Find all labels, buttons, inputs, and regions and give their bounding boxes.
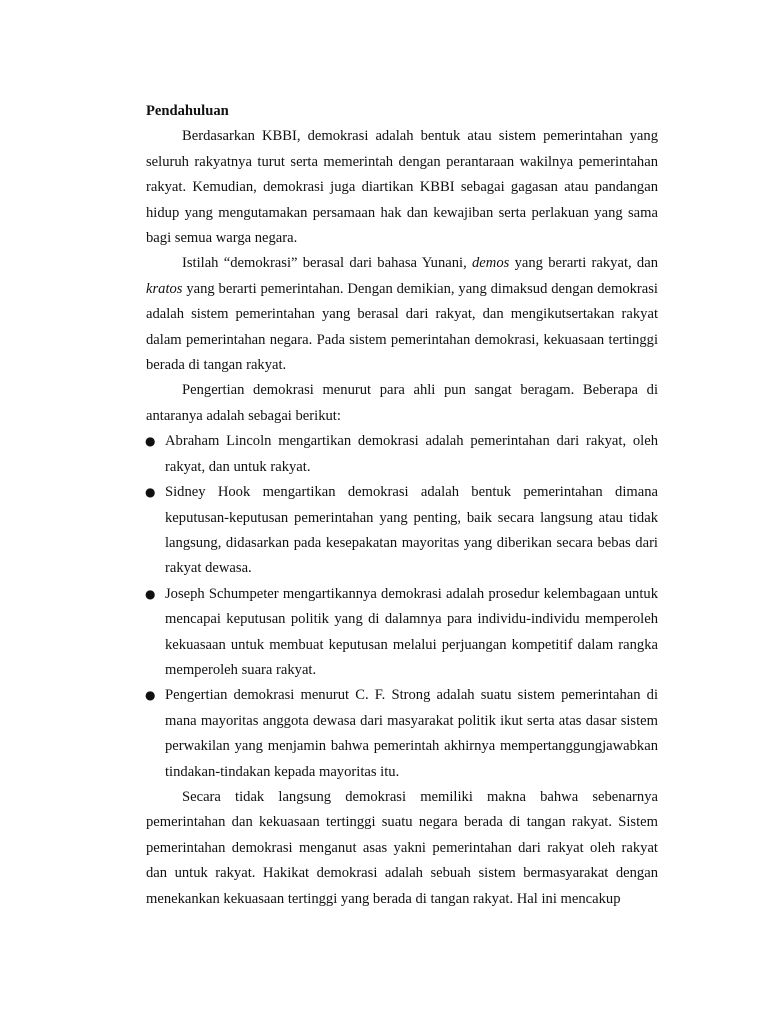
bullet-icon: ● [145,688,156,703]
list-item [146,582,658,684]
paragraph-etymology [146,251,658,378]
etymology-text-2: yang berarti rakyat, dan [509,255,658,272]
paragraph-expert-intro: Pengertian demokrasi menurut para ahli pun sangat beragam. Beberapa di antaranya adalah sebagai berikut: [146,382,658,424]
list-item [146,480,658,582]
paragraph-kbbi-definition: Berdasarkan KBBI, demokrasi adalah bentuk atau sistem pemerintahan yang seluruh rakyatnya turut serta memerintah dengan perantaraan wakilnya pemerintahan rakyat. Kemudian, demokrasi juga diartikan KBBI sebagai gagasan atau pandangan hidup yang mengutamakan persamaan hak dan kewajiban serta perlakuan yang sama bagi semua warga negara. [146,128,658,247]
list-item [146,429,658,480]
list-item-text: Pengertian demokrasi menurut C. F. Strong adalah suatu sistem pemerintahan di mana mayoritas anggota dewasa dari masyarakat politik ikut serta atas dasar sistem perwakilan yang menjamin bahwa pemerintah akhirnya mempertanggungjawabkan tindakan-tindakan kepada mayoritas itu. [165,687,658,780]
bullet-icon: ● [145,586,156,601]
bullet-icon: ● [145,485,156,500]
list-item-text: Abraham Lincoln mengartikan demokrasi adalah pemerintahan dari rakyat, oleh rakyat, dan untuk rakyat. [165,433,658,475]
document-body [146,99,658,912]
paragraph-essence: Secara tidak langsung demokrasi memiliki makna bahwa sebenarnya pemerintahan dan kekuasaan tertinggi suatu negara berada di tangan rakyat. Sistem pemerintahan demokrasi menganut asas yakni pemerintahan dari rakyat oleh rakyat dan untuk rakyat. Hakikat demokrasi adalah sebuah sistem bermasyarakat dengan menekankan kekuasaan tertinggi yang berada di tangan rakyat. Hal ini mencakup [146,788,658,907]
section-heading: Pendahuluan [146,103,229,119]
etymology-text-3: yang berarti pemerintahan. Dengan demikian, yang dimaksud dengan demokrasi adalah sistem pemerintahan yang berasal dari rakyat, dan mengikutsertakan rakyat dalam pemerintahan negara. Pada sistem pemerintahan demokrasi, kekuasaan tertinggi berada di tangan rakyat. [146,280,658,374]
term-demos: demos [472,255,510,272]
etymology-text-1: Istilah “demokrasi” berasal dari bahasa Yunani, [182,255,472,272]
expert-definitions-list [146,429,658,785]
bullet-icon: ● [145,434,156,449]
list-item [146,683,658,785]
list-item-text: Sidney Hook mengartikan demokrasi adalah bentuk pemerintahan dimana keputusan-keputusan pemerintahan yang penting, baik secara langsung atau tidak langsung, didasarkan pada kesepakatan mayoritas yang diberikan secara bebas dari rakyat dewasa. [165,484,658,577]
term-kratos: kratos [146,280,183,297]
list-item-text: Joseph Schumpeter mengartikannya demokrasi adalah prosedur kelembagaan untuk mencapai keputusan politik yang di dalamnya para individu-individu memperoleh kekuasaan untuk membuat keputusan melalui perjuangan kompetitif dalam rangka memperoleh suara rakyat. [165,585,658,678]
